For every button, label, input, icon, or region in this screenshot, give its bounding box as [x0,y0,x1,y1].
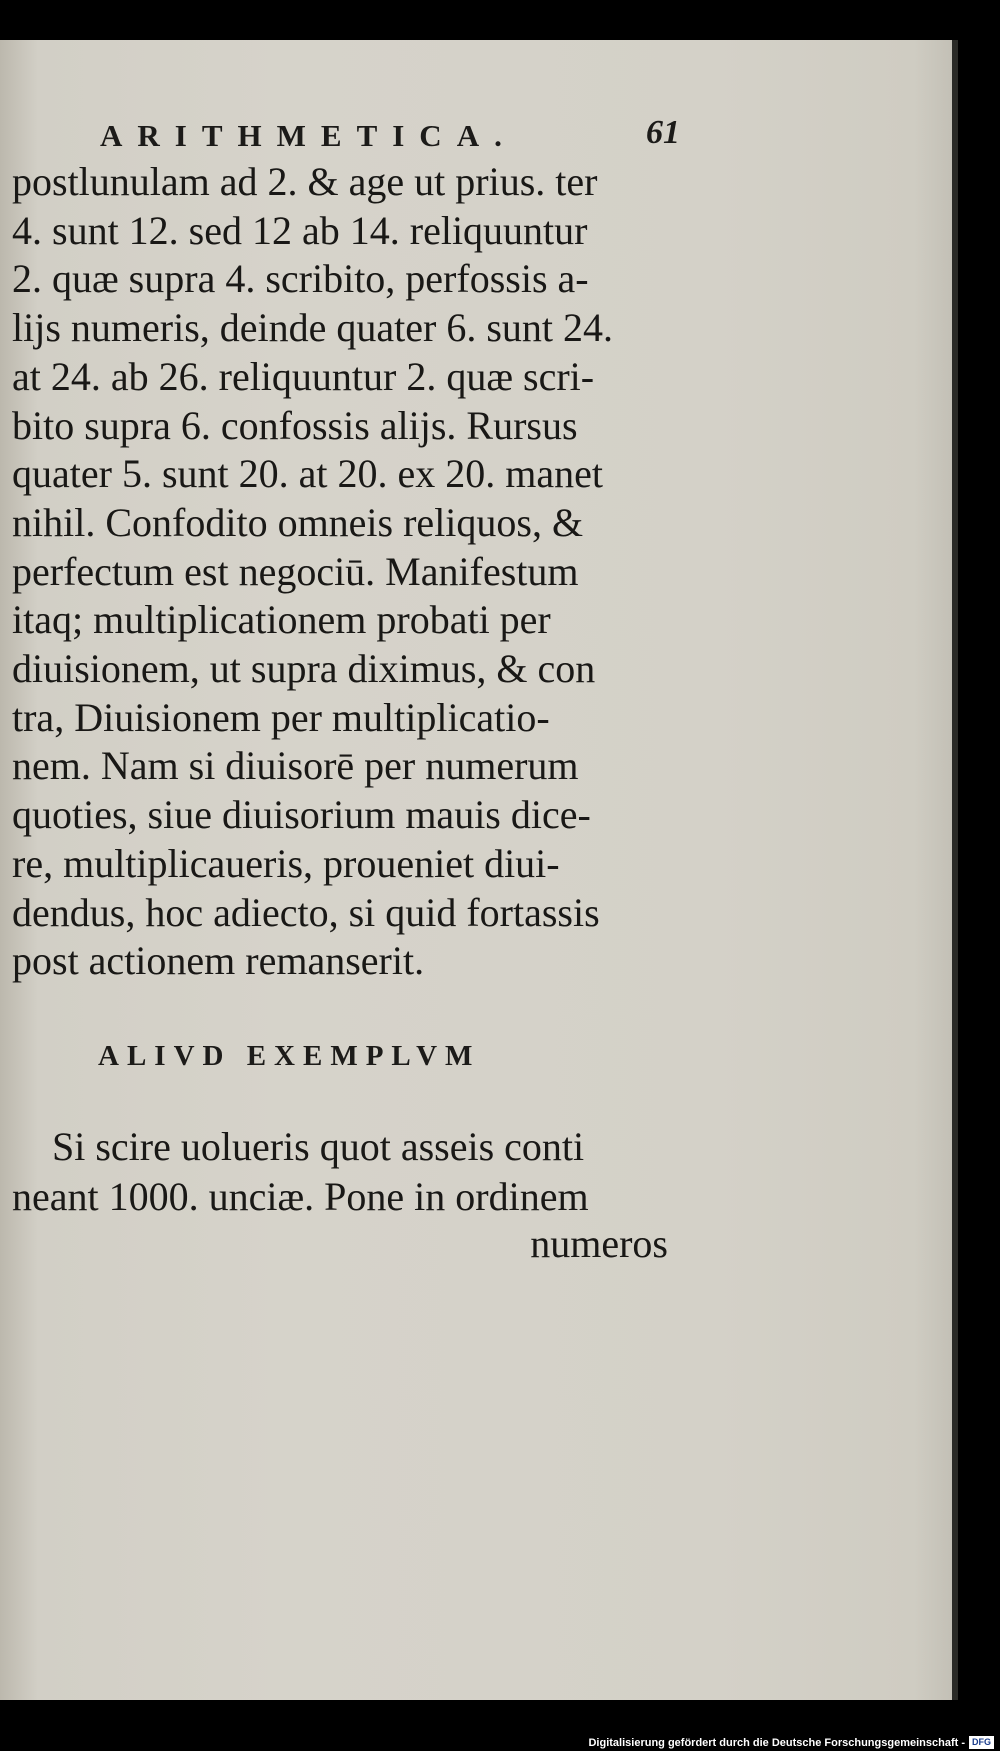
text-line: quoties, siue diuisorium mauis dice- [12,792,591,838]
text-line: 2. quæ supra 4. scribito, perfossis a- [12,256,589,302]
text-line: lijs numeris, deinde quater 6. sunt 24. [12,305,614,351]
text-line: post actionem remanserit. [12,938,425,984]
page-edge [952,40,958,1700]
text-line: re, multiplicaueris, proueniet diui- [12,840,560,886]
text-line: at 24. ab 26. reliquuntur 2. quæ scri- [12,353,595,399]
text-line: nem. Nam si diuisorē per numerum [12,743,579,789]
page-header [100,114,680,158]
text-line: neant 1000. unciæ. Pone in ordinem [12,1174,589,1219]
text-line: nihil. Confodito omneis reliquos, & [12,499,584,545]
dfg-logo: DFG [969,1736,994,1749]
text-line: 4. sunt 12. sed 12 ab 14. reliquuntur [12,207,588,253]
page-number: 61 [646,114,680,151]
text-line: tra, Diuisionem per multiplicatio- [12,694,550,740]
footer-credit: Digitalisierung gefördert durch die Deutsche Forschungsgemeinschaft - [588,1736,965,1749]
text-line: diuisionem, ut supra diximus, & con [12,646,596,692]
running-head: ARITHMETICA. [100,118,517,153]
body-text [12,158,680,986]
text-line: Si scire uolueris quot asseis conti [52,1124,585,1169]
text-line: perfectum est negociū. Manifestum [12,548,579,594]
text-line: bito supra 6. confossis alijs. Rursus [12,402,578,448]
text-line: dendus, hoc adiecto, si quid fortassis [12,889,600,935]
text-line: quater 5. sunt 20. at 20. ex 20. manet [12,451,603,497]
section-heading: ALIVD EXEMPLVM [98,1040,481,1072]
text-line: postlunulam ad 2. & age ut prius. ter [12,159,598,204]
digitization-footer [588,1736,994,1749]
text-line: itaq; multiplicationem probati per [12,597,551,643]
catchword: numeros [530,1221,668,1266]
section-paragraph [12,1122,680,1222]
